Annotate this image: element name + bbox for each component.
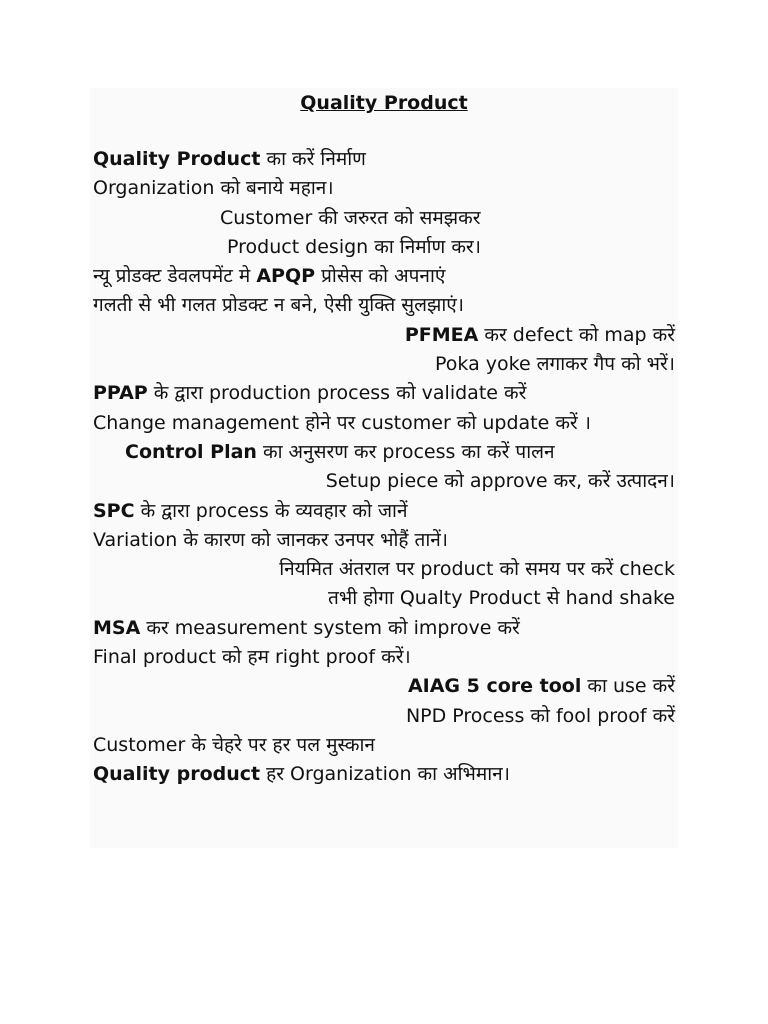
line-text: हर Organization का अभिमान। — [260, 763, 510, 786]
poem-line-1 — [93, 145, 675, 174]
poem-body — [93, 145, 675, 790]
line-text: का करें निर्माण — [260, 148, 366, 170]
line-text: Setup piece को approve कर, करें उत्पादन। — [325, 470, 675, 493]
line-text: Organization को बनाये महान। — [93, 177, 334, 200]
line-text: Customer की जरुरत को समझकर — [220, 206, 481, 229]
line-text: का अनुसरण कर process का करें पालन — [256, 440, 555, 463]
poem-line-22 — [93, 760, 675, 789]
poem-line-7 — [93, 321, 675, 350]
keyword: PPAP — [93, 382, 148, 405]
poem-line-18 — [93, 643, 675, 672]
poem-line-12 — [93, 467, 675, 496]
line-text: तभी होगा Qualty Product से hand shake — [328, 587, 675, 610]
poem-line-13 — [93, 497, 675, 526]
line-text: नियमित अंतराल पर product को समय पर करें check — [279, 558, 675, 581]
document-title: Quality Product — [300, 92, 468, 114]
line-text: कर measurement system को improve करें — [140, 616, 520, 639]
line-text: Customer के चेहरे पर हर पल मुस्कान — [93, 733, 375, 756]
line-text: Product design का निर्माण कर। — [227, 235, 481, 258]
poem-line-14 — [93, 526, 675, 555]
poem-line-20 — [93, 702, 675, 731]
poem-line-2 — [93, 174, 675, 203]
line-text: के द्वारा production process को validate करें — [147, 382, 527, 405]
line-text: Variation के कारण को जानकर उनपर भोहैं तानें। — [93, 528, 449, 551]
poem-line-9 — [93, 379, 675, 408]
poem-line-11 — [93, 438, 675, 467]
keyword: MSA — [93, 616, 141, 639]
poem-line-6 — [93, 291, 675, 320]
poem-line-5 — [93, 262, 675, 291]
poem-line-19 — [93, 672, 675, 701]
keyword: AIAG 5 core tool — [407, 675, 582, 698]
line-text: NPD Process को fool proof करें — [405, 704, 675, 727]
poem-line-21 — [93, 731, 675, 760]
keyword: Quality Product — [93, 148, 261, 170]
line-text: Poka yoke लगाकर गैप को भरें। — [435, 353, 675, 376]
poem-line-10 — [93, 409, 675, 438]
line-text: के द्वारा process के व्यवहार को जानें — [134, 499, 408, 522]
poem-line-16 — [93, 584, 675, 613]
line-text: गलती से भी गलत प्रोडक्ट न बने, ऐसी युक्ति सुलझाएं। — [93, 294, 464, 317]
line-text: न्यू प्रोडक्ट डेवलपमेंट मे — [93, 265, 257, 288]
line-text: कर defect को map करें — [478, 323, 675, 346]
poem-line-8 — [93, 350, 675, 379]
keyword: PFMEA — [404, 323, 479, 346]
line-text: Change management होने पर customer को update करें । — [93, 411, 591, 434]
line-text: Final product को हम right proof करें। — [93, 646, 411, 669]
keyword: APQP — [256, 265, 316, 288]
keyword: SPC — [93, 499, 135, 522]
poem-line-4 — [93, 233, 675, 262]
poem-line-17 — [93, 614, 675, 643]
poem-line-3 — [93, 204, 675, 233]
keyword: Quality product — [93, 763, 261, 786]
line-text: का use करें — [581, 675, 675, 698]
poem-line-15 — [93, 555, 675, 584]
keyword: Control Plan — [125, 440, 257, 463]
line-text: प्रोसेस को अपनाएं — [315, 265, 446, 288]
